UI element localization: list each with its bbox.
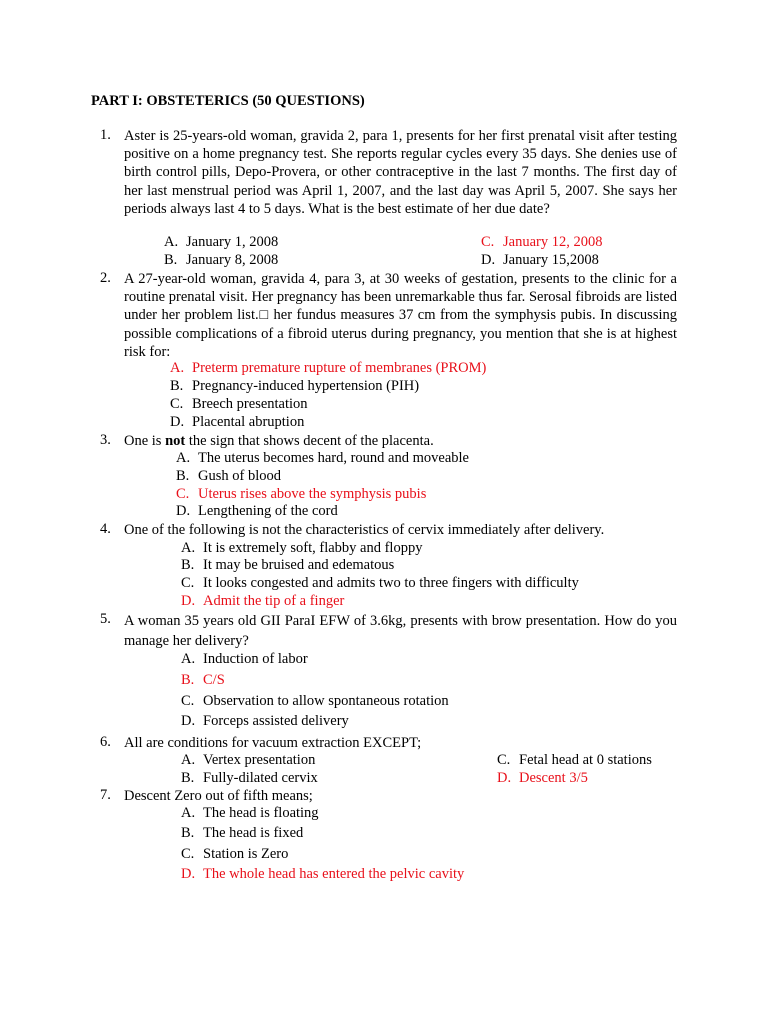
option-label: D. <box>181 713 196 729</box>
option-label: A. <box>164 234 179 250</box>
option-a-correct <box>170 360 486 377</box>
question-text: Aster is 25-years-old woman, gravida 2, para 1, presents for her first prenatal visit after testing positive on a home pregnancy test. She reports regular cycles every 35 days. She denies use of birth control pills, Depo-Provera, or other contraceptive in the last 7 months. The first day of her last menstrual period was April 1, 2007, and the last day was April 5, 2007. She says her periods always last 4 to 5 days. What is the best estimate of her due date? <box>124 128 677 217</box>
option-text: Fully-dilated cervix <box>203 770 318 786</box>
option-label: D. <box>181 866 196 882</box>
question-number: 6. <box>100 734 111 750</box>
question-text-pre: One is <box>124 433 166 449</box>
option-label: C. <box>497 752 511 768</box>
option-d-correct <box>497 770 588 787</box>
question-number: 7. <box>100 787 111 803</box>
option-label: C. <box>181 846 195 862</box>
option-c <box>181 575 579 592</box>
option-label: D. <box>176 503 191 519</box>
option-d <box>176 503 338 520</box>
option-text: It looks congested and admits two to three fingers with difficulty <box>203 575 579 591</box>
option-label: B. <box>164 252 178 268</box>
option-label: A. <box>170 360 185 376</box>
option-text: January 12, 2008 <box>503 234 603 250</box>
option-text: It may be bruised and edematous <box>203 557 395 573</box>
option-label: B. <box>181 672 195 688</box>
option-d <box>170 414 304 431</box>
option-text: The head is fixed <box>203 825 304 841</box>
option-a <box>176 450 469 467</box>
option-a <box>181 805 319 822</box>
option-b <box>170 378 419 395</box>
option-text: January 15,2008 <box>503 252 599 268</box>
question-number: 1. <box>100 127 111 143</box>
option-c-correct <box>481 234 602 251</box>
option-label: B. <box>181 825 195 841</box>
option-label: B. <box>181 557 195 573</box>
option-text: Gush of blood <box>198 468 281 484</box>
option-b-correct <box>181 672 225 689</box>
question-text-post: the sign that shows decent of the placenta. <box>185 433 434 449</box>
option-label: C. <box>181 575 195 591</box>
option-text: Fetal head at 0 stations <box>519 752 652 768</box>
option-label: B. <box>176 468 190 484</box>
option-b <box>176 468 281 485</box>
option-label: D. <box>497 770 512 786</box>
option-label: B. <box>181 770 195 786</box>
option-b <box>181 825 303 842</box>
option-label: C. <box>181 693 195 709</box>
option-a <box>181 651 308 668</box>
question-number: 3. <box>100 432 111 448</box>
option-c <box>497 752 652 769</box>
option-c <box>181 693 449 710</box>
option-label: B. <box>170 378 184 394</box>
option-text: Lengthening of the cord <box>198 503 338 519</box>
option-label: C. <box>170 396 184 412</box>
option-c-correct <box>176 486 426 503</box>
option-b <box>181 557 394 574</box>
option-label: D. <box>181 593 196 609</box>
option-c <box>181 846 288 863</box>
option-c <box>170 396 308 413</box>
option-text: Preterm premature rupture of membranes (PROM) <box>192 360 487 376</box>
question-text: One of the following is not the characteristics of cervix immediately after delivery. <box>124 522 605 538</box>
option-d <box>181 713 349 730</box>
option-text: Induction of labor <box>203 651 308 667</box>
option-label: A. <box>181 651 196 667</box>
option-label: A. <box>181 805 196 821</box>
question-number: 4. <box>100 521 111 537</box>
question-number: 2. <box>100 270 111 286</box>
option-b <box>164 252 278 269</box>
question-text: A woman 35 years old GII ParaI EFW of 3.6kg, presents with brow presentation. How do you manage her delivery? <box>124 613 677 649</box>
option-text: Observation to allow spontaneous rotation <box>203 693 449 709</box>
option-text: Placental abruption <box>192 414 305 430</box>
option-text: Breech presentation <box>192 396 308 412</box>
option-text: Pregnancy-induced hypertension (PIH) <box>192 378 420 394</box>
option-text: Station is Zero <box>203 846 289 862</box>
option-a <box>181 752 315 769</box>
option-label: A. <box>176 450 191 466</box>
question-text: All are conditions for vacuum extraction EXCEPT; <box>124 735 422 751</box>
option-text: Forceps assisted delivery <box>203 713 349 729</box>
option-text: Vertex presentation <box>203 752 316 768</box>
question-text: A 27-year-old woman, gravida 4, para 3, at 30 weeks of gestation, presents to the clinic for a routine prenatal visit. Her pregnancy has been unremarkable thus far. Serosal fibroids are listed under her problem list.□ her fundus measures 37 cm from the symphysis pubis. In discussing possible complications of a fibroid uterus during pregnancy, you mention that she is at highest risk for: <box>124 271 677 360</box>
option-label: A. <box>181 540 196 556</box>
option-b <box>181 770 318 787</box>
option-d <box>481 252 599 269</box>
option-text: The head is floating <box>203 805 319 821</box>
option-label: D. <box>170 414 185 430</box>
question-number: 5. <box>100 611 111 627</box>
option-text: January 1, 2008 <box>186 234 279 250</box>
option-label: C. <box>481 234 495 250</box>
question-text: Descent Zero out of fifth means; <box>124 788 313 804</box>
page-heading: PART I: OBSTETERICS (50 QUESTIONS) <box>91 93 365 109</box>
option-a <box>181 540 422 557</box>
option-text: It is extremely soft, flabby and floppy <box>203 540 423 556</box>
option-text: January 8, 2008 <box>186 252 279 268</box>
option-text: Admit the tip of a finger <box>203 593 345 609</box>
option-label: C. <box>176 486 190 502</box>
option-d-correct <box>181 866 464 883</box>
option-text: The uterus becomes hard, round and moveable <box>198 450 469 466</box>
option-text: Descent 3/5 <box>519 770 588 786</box>
option-d-correct <box>181 593 344 610</box>
option-text: Uterus rises above the symphysis pubis <box>198 486 427 502</box>
option-text: C/S <box>203 672 225 688</box>
option-label: A. <box>181 752 196 768</box>
question-text <box>124 432 677 450</box>
option-label: D. <box>481 252 496 268</box>
option-a <box>164 234 278 251</box>
option-text: The whole head has entered the pelvic cavity <box>203 866 465 882</box>
question-text-emphasis: not <box>165 433 186 449</box>
